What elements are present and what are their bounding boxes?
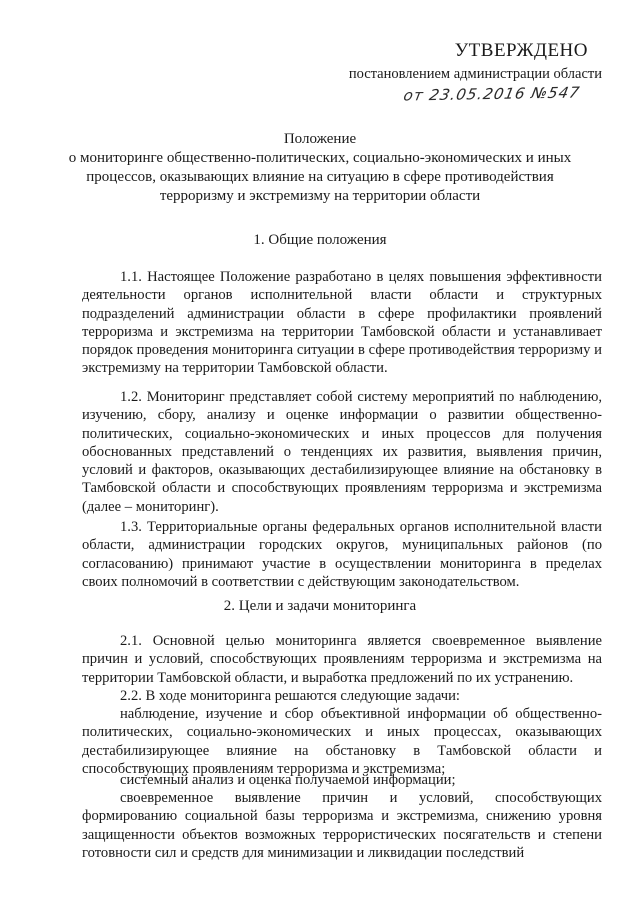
paragraph-1-1: 1.1. Настоящее Положение разработано в целях повышения эффективности деятельности органов исполнительной власти области и структурных подразделений администрации области в сфере профилактики проявлений терроризма и экстремизма на территории Тамбовской области и устанавливает порядок проведения мониторинга ситуации в сфере противодействия терроризму и экстремизму на территории Тамбовской области. xyxy=(82,269,602,377)
paragraph-2-2-task-3: своевременное выявление причин и условий, способствующих формированию социальной базы терроризма и экстремизма, снижению уровня защищенности объектов возможных террористических посягательств и степени готовности сил и средств для минимизации и ликвидации последствий xyxy=(82,790,602,861)
paragraph-1-2: 1.2. Мониторинг представляет собой систему мероприятий по наблюдению, изучению, сбору, анализу и оценке информации о развитии общественно-политических, социально-экономических и иных процессов для получения обоснованных представлений о тенденциях их развития, выявления причин, условий и факторов, оказывающих дестабилизирующее влияние на обстановку в Тамбовской области и способствующих проявлениям терроризма и экстремизма (далее – мониторинг). xyxy=(82,389,602,515)
approval-title: УТВЕРЖДЕНО xyxy=(454,40,588,61)
paragraph-2-2-task-1: наблюдение, изучение и сбор объективной информации об общественно-политических, социально-экономических и иных процессах, оказывающих дестабилизирующее влияние на обстановку в Тамбовской области и способствующих проявлениям терроризма и экстремизма; xyxy=(82,706,602,777)
handwritten-date-number: от 23.05.2016 №547 xyxy=(402,83,583,105)
approval-subtitle: постановлением администрации области xyxy=(348,66,602,82)
title-line-2: о мониторинге общественно-политических, социально-экономических и иных процессов, оказывающих влияние на ситуацию в сфере противодействия терроризму и экстремизму на территории области xyxy=(68,150,572,204)
approval-stamp xyxy=(302,40,602,104)
document-title xyxy=(60,130,580,206)
paragraph-2-1: 2.1. Основной целью мониторинга является своевременное выявление причин и условий, способствующих проявлениям терроризма и экстремизма на территории Тамбовской области, и выработка предложений по их устранению. xyxy=(82,633,602,686)
section-1-heading: 1. Общие положения xyxy=(253,232,387,248)
paragraph-2-2: 2.2. В ходе мониторинга решаются следующие задачи: xyxy=(120,688,460,704)
paragraph-2-2-task-2: системный анализ и оценка получаемой информации; xyxy=(120,772,456,788)
section-2-heading: 2. Цели и задачи мониторинга xyxy=(223,598,417,614)
title-line-1: Положение xyxy=(283,131,357,147)
paragraph-1-3: 1.3. Территориальные органы федеральных органов исполнительной власти области, администрации городских округов, муниципальных районов (по согласованию) принимают участие в осуществлении мониторинга в пределах своих полномочий в соответствии с действующим законодательством. xyxy=(82,519,602,590)
